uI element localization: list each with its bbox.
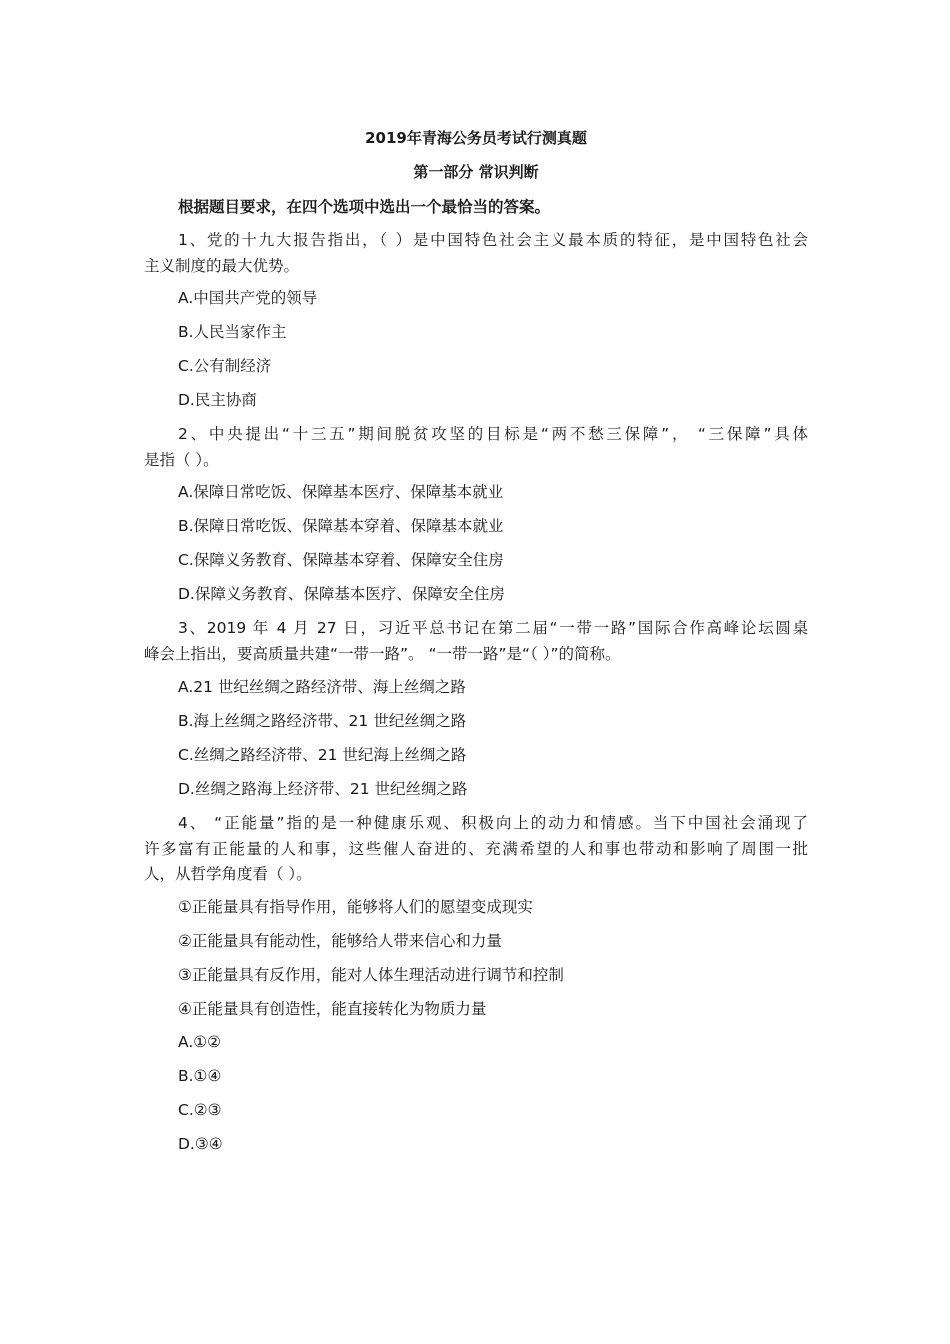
section-heading: 第一部分 常识判断 (413, 163, 539, 181)
question-4-statement-2: ②正能量具有能动性，能够给人带来信心和力量 (178, 932, 502, 950)
question-4-stem-line-3: 人，从哲学角度看（ ）。 (144, 865, 312, 883)
document-title: 2019年青海公务员考试行测真题 (365, 129, 587, 147)
question-4-statement-1: ①正能量具有指导作用，能够将人们的愿望变成现实 (178, 898, 533, 916)
question-4-statement-3: ③正能量具有反作用，能对人体生理活动进行调节和控制 (178, 966, 564, 984)
question-2-stem-line-1: 2、中央提出“十三五”期间脱贫攻坚的目标是“两不愁三保障”， “三保障”具体 (178, 425, 808, 443)
question-1-option-b: B.人民当家作主 (178, 323, 287, 341)
question-3-option-b: B.海上丝绸之路经济带、21 世纪丝绸之路 (178, 712, 467, 730)
question-4-option-c: C.②③ (178, 1101, 222, 1119)
question-1-option-c: C.公有制经济 (178, 357, 272, 375)
question-3-stem-line-2: 峰会上指出，要高质量共建“一带一路”。 “一带一路”是“（ ）”的简称。 (144, 645, 621, 663)
question-1-stem-line-1: 1、党的十九大报告指出，（ ）是中国特色社会主义最本质的特征，是中国特色社会 (178, 231, 808, 249)
question-2-option-a: A.保障日常吃饭、保障基本医疗、保障基本就业 (178, 483, 504, 501)
question-1-option-a: A.中国共产党的领导 (178, 289, 318, 307)
question-2-option-b: B.保障日常吃饭、保障基本穿着、保障基本就业 (178, 517, 504, 535)
question-3-stem-line-1: 3、2019 年 4 月 27 日，习近平总书记在第二届“一带一路”国际合作高峰论坛圆桌 (178, 619, 808, 637)
question-2-option-d: D.保障义务教育、保障基本医疗、保障安全住房 (178, 585, 505, 603)
document-page (144, 0, 808, 1344)
instruction-text: 根据题目要求，在四个选项中选出一个最恰当的答案。 (178, 198, 551, 216)
question-3-option-c: C.丝绸之路经济带、21 世纪海上丝绸之路 (178, 746, 467, 764)
question-2-stem-line-2: 是指（ ）。 (144, 451, 219, 469)
question-2-option-c: C.保障义务教育、保障基本穿着、保障安全住房 (178, 551, 504, 569)
question-4-stem-line-1: 4、 “正能量”指的是一种健康乐观、积极向上的动力和情感。当下中国社会涌现了 (178, 814, 808, 832)
question-3-option-a: A.21 世纪丝绸之路经济带、海上丝绸之路 (178, 678, 466, 696)
question-3-option-d: D.丝绸之路海上经济带、21 世纪丝绸之路 (178, 780, 468, 798)
question-4-stem-line-2: 许多富有正能量的人和事，这些催人奋进的、充满希望的人和事也带动和影响了周围一批 (144, 840, 808, 858)
question-4-option-d: D.③④ (178, 1135, 223, 1153)
question-4-statement-4: ④正能量具有创造性，能直接转化为物质力量 (178, 1000, 487, 1018)
question-4-option-b: B.①④ (178, 1067, 222, 1085)
question-4-option-a: A.①② (178, 1033, 222, 1051)
question-1-option-d: D.民主协商 (178, 391, 257, 409)
question-1-stem-line-2: 主义制度的最大优势。 (144, 257, 300, 275)
